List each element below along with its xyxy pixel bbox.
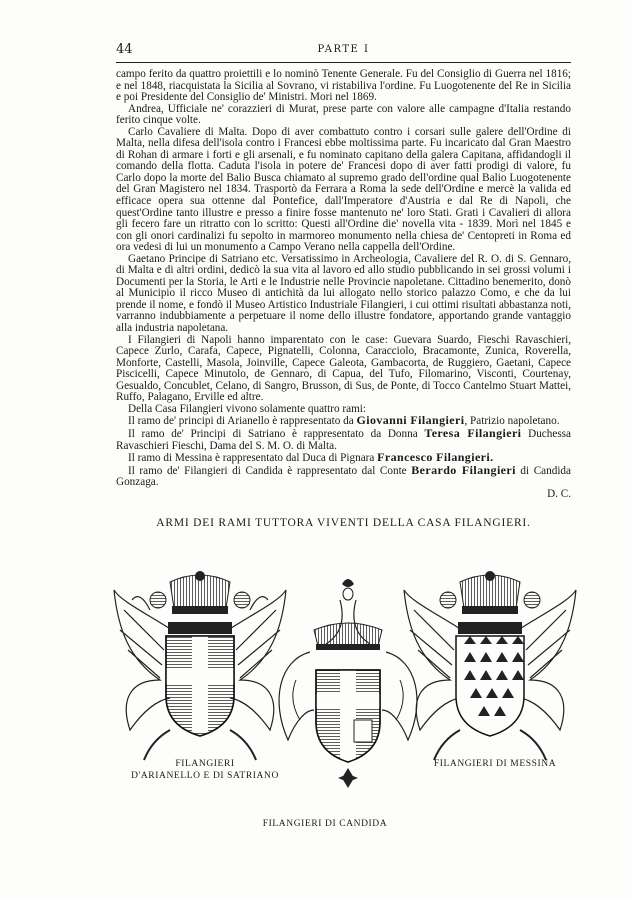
arms-messina <box>404 571 576 760</box>
signature: D. C. <box>547 487 571 500</box>
branch-satriano: Il ramo de' Principi di Satriano è rappresentato da Donna Teresa Filangieri Duchessa Ravaschieri Fieschi, Dama del S. M. O. di Malta. <box>116 425 571 452</box>
branch-name: Teresa Filangieri <box>424 425 522 440</box>
page-header <box>116 42 571 60</box>
running-head: PARTE I <box>317 44 370 55</box>
header-rule <box>116 62 571 63</box>
caption-arianello-satriano: FILANGIERI D'ARIANELLO E DI SATRIANO <box>131 759 279 781</box>
caption-candida: FILANGIERI DI CANDIDA <box>262 819 388 829</box>
paragraph-carlo: Carlo Cavaliere di Malta. Dopo di aver combattuto contro i corsari sulle galere dell'Ordine di Malta, nella difesa dell'isola contro i Francesi ebbe moltissima parte. Fu incaricato dal Gran Maestro di Rohan di armare i forti e gli arsenali, e fu nominato capitano della galera Capitana, affidandogli il comando della flotta. Caduta l'isola in potere de' Francesi dopo di aver fatti prodigi di valore, fu Carlo dopo la morte del Balio Busca chiamato al supremo grado dell'ordine qual Balio Luogotenente del Gran Magistero nel 1834. Trasportò da Ferrara a Roma la sede dell'Ordine e mercè la valida ed efficace opera sua ottenne dal Pontefice, dall'Imperatore d'Austria e dal Re di Napoli, che quest'Ordine tanto illustre e presso a finire fosse mantenuto ne' loro Stati. Grati i Cavalieri di allora gli fecero fare un ritratto con lo scritto: Questi all'Ordine die' novella vita - 1839. Morì nel 1845 e con gli onori cardinalizi fu sepolto in marmoreo monumento nella chiesa de' Centopreti in Roma ed ora vedesi di lui un monumento a Campo Verano nella cappella dell'Ordine. <box>116 125 571 254</box>
order-cross-icon <box>338 768 358 788</box>
page-number: 44 <box>116 42 133 57</box>
branch-arianello: Il ramo de' principi di Arianello è rappresentato da Giovanni Filangieri, Patrizio napoletano. <box>128 413 560 428</box>
crown-icon <box>170 571 230 614</box>
crown-icon <box>460 571 520 614</box>
section-title: ARMI DEI RAMI TUTTORA VIVENTI DELLA CASA FILANGIERI. <box>156 517 531 529</box>
branch-candida: Il ramo de' Filangieri di Candida è rappresentato dal Conte Berardo Filangieri di Candida Gonzaga. <box>116 462 571 489</box>
arms-arianello-satriano <box>114 571 286 760</box>
body-text <box>116 69 571 500</box>
branch-name: Giovanni Filangieri <box>356 413 465 428</box>
caption-messina: FILANGIERI DI MESSINA <box>433 759 557 769</box>
branch-name: Francesco Filangieri. <box>377 450 494 465</box>
paragraph-gaetano: Gaetano Principe di Satriano etc. Versatissimo in Archeologia, Cavaliere del R. O. di S. Gennaro, di Malta e di altri ordini, dedicò la sua vita al lavoro ed allo studio pubblicando in sei grossi volumi i Documenti per la Storia, le Arti e le Industrie nelle Provincie napoletane. Cittadino benemerito, donò al Municipio il ricco Museo di antichità da lui allogato nello storico palazzo Como, e che da lui prende il nome, e fondò il Museo Artistico Industriale Filangieri, i cui ottimi risultati abbastanza noti, varranno indubbiamente a perpetuare il nome dello illustre fondatore, apportando grande vantaggio alla industria napoletana. <box>116 252 571 335</box>
coats-of-arms-illustration <box>110 570 580 840</box>
branch-name: Berardo Filangieri <box>411 462 516 477</box>
paragraph-continuation: campo ferito da quattro proiettili e lo nominò Tenente Generale. Fu del Consiglio di Guerra nel 1816; e nel 1848, riacquistata la Sicilia al Sovrano, vi ristabiliva l'ordine. Fu Luogotenente del Re in Sicilia e poi Presidente del Consiglio de' Ministri. Mori nel 1869. <box>116 68 571 104</box>
branch-messina: Il ramo di Messina è rappresentato dal Duca di Pignara Francesco Filangieri. <box>128 450 494 465</box>
paragraph-branches-intro: Della Casa Filangieri vivono solamente quattro rami: <box>128 402 366 415</box>
paragraph-alliances: I Filangieri di Napoli hanno imparentato con le case: Guevara Suardo, Fieschi Ravaschieri, Capece Zurlo, Carafa, Capece, Pignatelli, Colonna, Caracciolo, Bracamonte, Zunica, Roverella, Monforte, Castelli, Masola, Joinville, Capece Galeota, Gambacorta, de Ruggiero, Gaetani, Capece Piscicelli, Capece Minutolo, de Gennaro, di Capua, del Tufo, Filomarino, Visconti, Courtenay, Gesualdo, Concublet, Celano, di Sangro, Brusson, di Sus, de Ponte, di Tocco Cantelmo Stuart Mattei, Ruffo, Palagano, Erville ed altre. <box>116 333 571 404</box>
paragraph-andrea: Andrea, Ufficiale ne' corazzieri di Murat, prese parte con valore alle campagne d'Italia restando ferito cinque volte. <box>116 102 571 127</box>
arms-candida <box>279 579 417 788</box>
